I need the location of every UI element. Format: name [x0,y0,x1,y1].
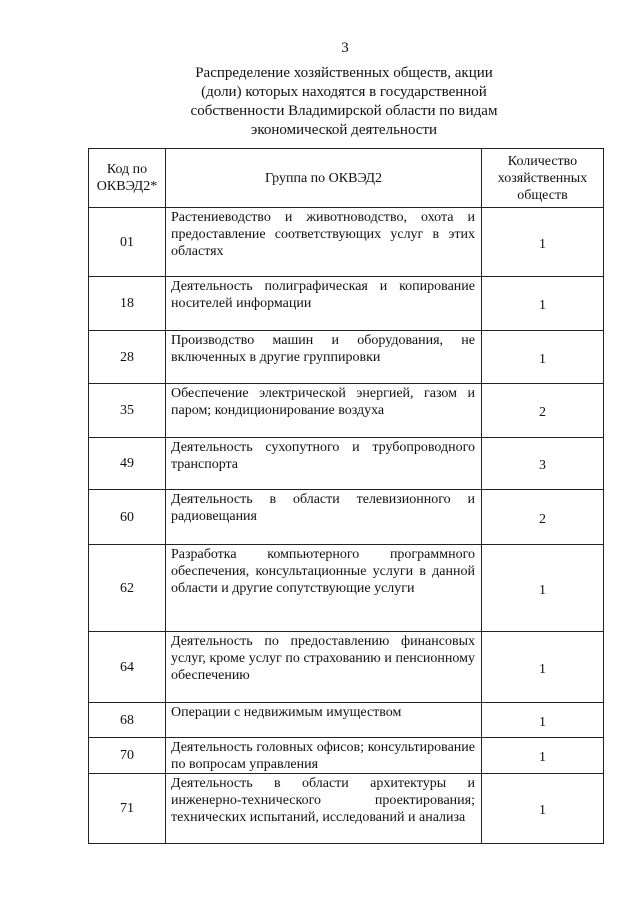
code-cell: 62 [89,545,166,632]
document-title [180,64,508,140]
table-row [89,774,604,844]
code-cell: 01 [89,208,166,277]
header-count: Количество хозяйственных обществ [482,149,604,208]
count-cell: 2 [482,490,604,545]
group-cell: Деятельность в области телевизионного и радиовещания [166,490,482,545]
count-cell: 1 [482,703,604,738]
count-cell: 1 [482,277,604,331]
count-cell: 2 [482,384,604,438]
table-row [89,208,604,277]
code-cell: 18 [89,277,166,331]
count-cell: 1 [482,208,604,277]
group-cell: Деятельность по предоставлению финансовых услуг, кроме услуг по страхованию и пенсионному обеспечению [166,632,482,703]
header-code: Код по ОКВЭД2* [89,149,166,208]
group-cell: Деятельность головных офисов; консультирование по вопросам управления [166,738,482,774]
count-cell: 1 [482,545,604,632]
page-number: 3 [341,40,349,56]
table-row [89,384,604,438]
group-cell: Растениеводство и животноводство, охота и предоставление соответствующих услуг в этих областях [166,208,482,277]
code-cell: 35 [89,384,166,438]
table-row [89,277,604,331]
group-cell: Деятельность полиграфическая и копирование носителей информации [166,277,482,331]
count-cell: 3 [482,438,604,490]
count-cell: 1 [482,774,604,844]
count-cell: 1 [482,331,604,384]
code-cell: 68 [89,703,166,738]
code-cell: 64 [89,632,166,703]
table-header-row [89,149,604,208]
table-row [89,632,604,703]
group-cell: Обеспечение электрической энергией, газом и паром; кондиционирование воздуха [166,384,482,438]
title-line: экономической деятельности [250,122,438,138]
title-line: собственности Владимирской области по видам [190,103,498,119]
code-cell: 71 [89,774,166,844]
header-group: Группа по ОКВЭД2 [166,149,482,208]
okved-distribution-table [88,148,604,844]
table-row [89,490,604,545]
count-cell: 1 [482,738,604,774]
code-cell: 60 [89,490,166,545]
title-line: (доли) которых находятся в государственной [201,84,487,100]
group-cell: Деятельность сухопутного и трубопроводного транспорта [166,438,482,490]
group-cell: Деятельность в области архитектуры и инженерно-технического проектирования; технических испытаний, исследований и анализа [166,774,482,844]
table-row [89,703,604,738]
code-cell: 70 [89,738,166,774]
code-cell: 28 [89,331,166,384]
table-row [89,438,604,490]
title-line: Распределение хозяйственных обществ, акции [195,65,493,81]
group-cell: Разработка компьютерного программного обеспечения, консультационные услуги в данной области и другие сопутствующие услуги [166,545,482,632]
table-row [89,545,604,632]
group-cell: Операции с недвижимым имуществом [166,703,482,738]
table-row [89,331,604,384]
count-cell: 1 [482,632,604,703]
code-cell: 49 [89,438,166,490]
table-row [89,738,604,774]
group-cell: Производство машин и оборудования, не включенных в другие группировки [166,331,482,384]
